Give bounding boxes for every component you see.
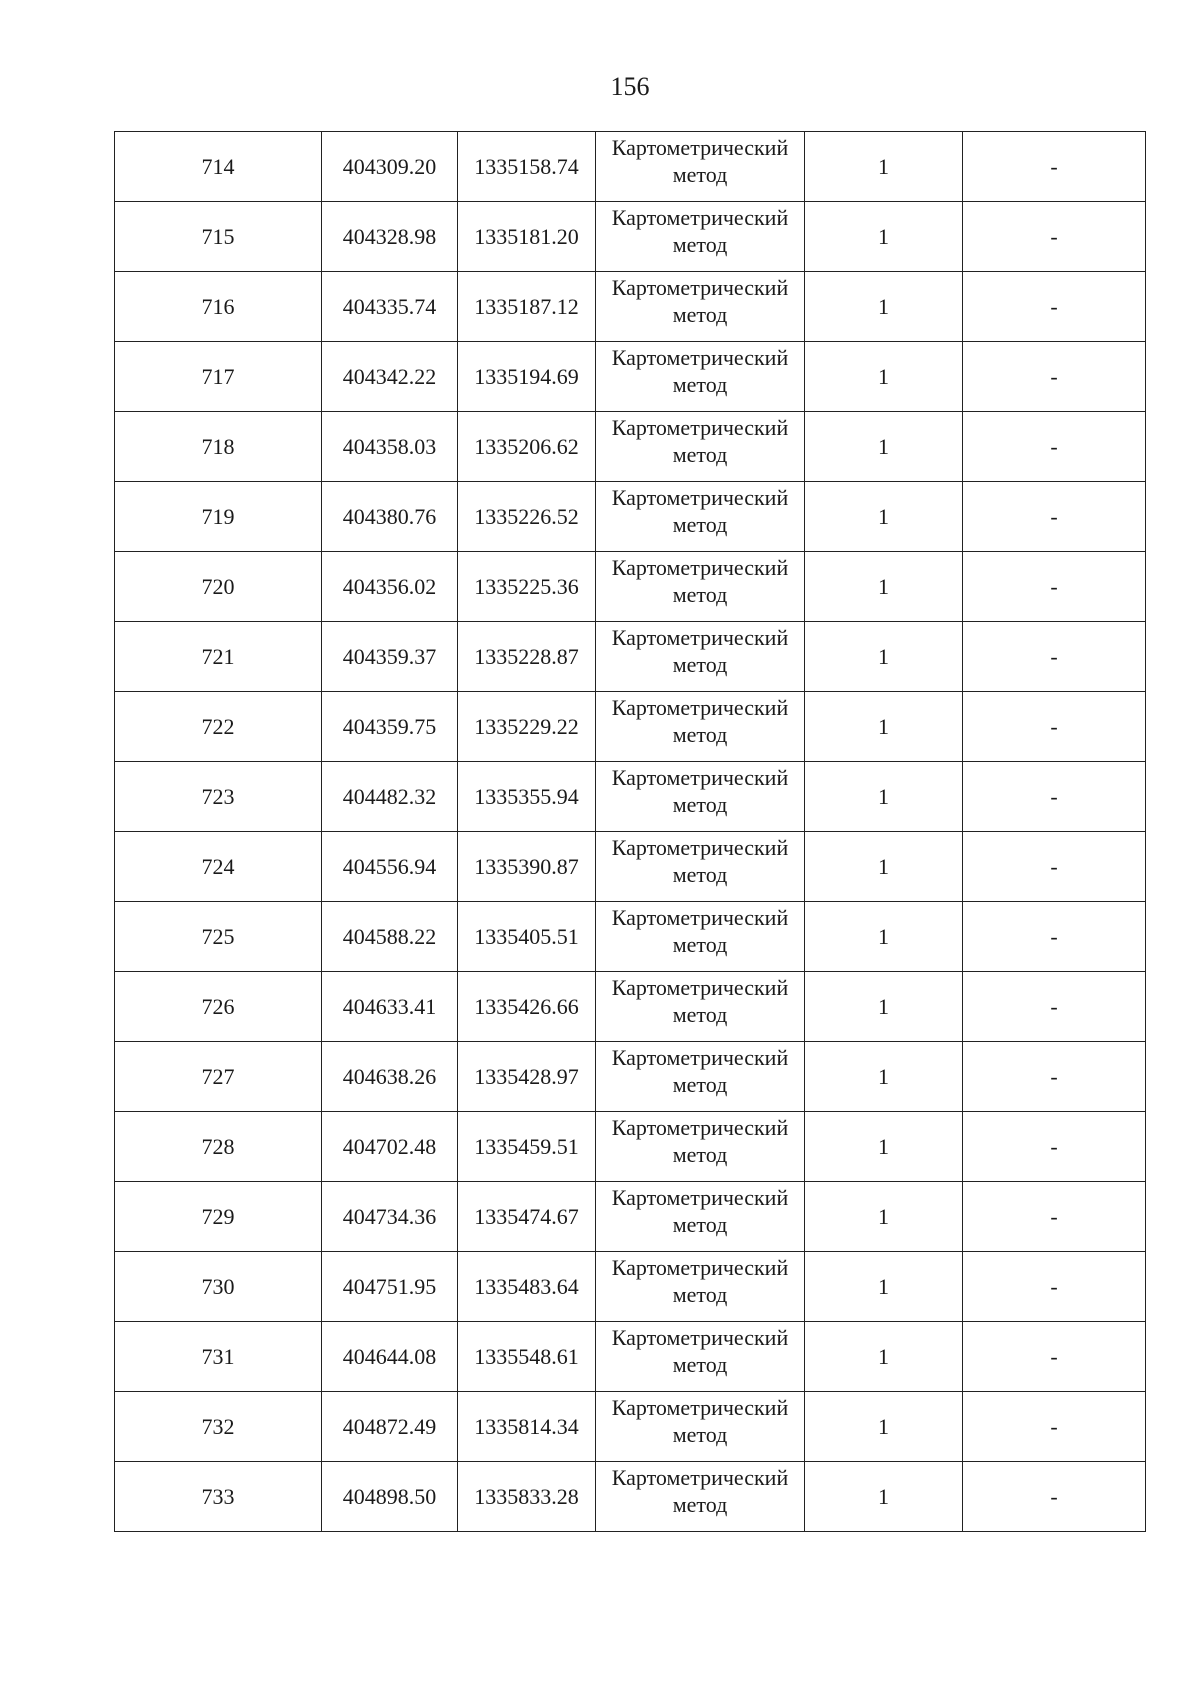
method-label-line2: метод bbox=[672, 792, 728, 817]
method-cell bbox=[596, 762, 805, 832]
y-coordinate-cell: 1335228.87 bbox=[458, 622, 596, 692]
method-cell bbox=[596, 1322, 805, 1392]
method-cell bbox=[596, 902, 805, 972]
table-row bbox=[115, 132, 1146, 202]
accuracy-cell: 1 bbox=[805, 1112, 963, 1182]
accuracy-cell: 1 bbox=[805, 552, 963, 622]
y-coordinate-cell: 1335405.51 bbox=[458, 902, 596, 972]
table-row bbox=[115, 1112, 1146, 1182]
point-number-cell: 727 bbox=[115, 1042, 322, 1112]
note-cell: - bbox=[963, 132, 1146, 202]
y-coordinate-cell: 1335206.62 bbox=[458, 412, 596, 482]
note-cell: - bbox=[963, 202, 1146, 272]
table-row bbox=[115, 202, 1146, 272]
method-label-line2: метод bbox=[672, 1422, 728, 1447]
y-coordinate-cell: 1335459.51 bbox=[458, 1112, 596, 1182]
accuracy-cell: 1 bbox=[805, 1042, 963, 1112]
x-coordinate-cell: 404644.08 bbox=[322, 1322, 458, 1392]
y-coordinate-cell: 1335483.64 bbox=[458, 1252, 596, 1322]
note-cell: - bbox=[963, 1112, 1146, 1182]
y-coordinate-cell: 1335194.69 bbox=[458, 342, 596, 412]
method-label-line1: Картометрический bbox=[611, 975, 789, 1000]
note-cell: - bbox=[963, 1182, 1146, 1252]
note-cell: - bbox=[963, 832, 1146, 902]
x-coordinate-cell: 404356.02 bbox=[322, 552, 458, 622]
method-label-line1: Картометрический bbox=[611, 555, 789, 580]
point-number-cell: 720 bbox=[115, 552, 322, 622]
method-label-line2: метод bbox=[672, 582, 728, 607]
x-coordinate-cell: 404751.95 bbox=[322, 1252, 458, 1322]
x-coordinate-cell: 404482.32 bbox=[322, 762, 458, 832]
table-row bbox=[115, 1322, 1146, 1392]
method-label-line1: Картометрический bbox=[611, 625, 789, 650]
method-label-line2: метод bbox=[672, 1212, 728, 1237]
x-coordinate-cell: 404380.76 bbox=[322, 482, 458, 552]
method-label-line2: метод bbox=[672, 442, 728, 467]
table-row bbox=[115, 762, 1146, 832]
method-label-line2: метод bbox=[672, 1352, 728, 1377]
table-row bbox=[115, 1182, 1146, 1252]
point-number-cell: 723 bbox=[115, 762, 322, 832]
point-number-cell: 725 bbox=[115, 902, 322, 972]
note-cell: - bbox=[963, 272, 1146, 342]
table-row bbox=[115, 412, 1146, 482]
table-row bbox=[115, 1392, 1146, 1462]
table-row bbox=[115, 1462, 1146, 1532]
method-label-line1: Картометрический bbox=[611, 765, 789, 790]
accuracy-cell: 1 bbox=[805, 1252, 963, 1322]
method-cell bbox=[596, 1392, 805, 1462]
table-body bbox=[115, 132, 1146, 1532]
point-number-cell: 715 bbox=[115, 202, 322, 272]
method-cell bbox=[596, 1252, 805, 1322]
table-row bbox=[115, 482, 1146, 552]
x-coordinate-cell: 404633.41 bbox=[322, 972, 458, 1042]
page-number: 156 bbox=[610, 72, 650, 101]
method-cell bbox=[596, 832, 805, 902]
point-number-cell: 714 bbox=[115, 132, 322, 202]
point-number-cell: 721 bbox=[115, 622, 322, 692]
y-coordinate-cell: 1335226.52 bbox=[458, 482, 596, 552]
x-coordinate-cell: 404638.26 bbox=[322, 1042, 458, 1112]
method-label-line1: Картометрический bbox=[611, 1115, 789, 1140]
note-cell: - bbox=[963, 1322, 1146, 1392]
accuracy-cell: 1 bbox=[805, 692, 963, 762]
method-label-line1: Картометрический bbox=[611, 1325, 789, 1350]
point-number-cell: 717 bbox=[115, 342, 322, 412]
method-cell bbox=[596, 1112, 805, 1182]
method-label-line2: метод bbox=[672, 232, 728, 257]
point-number-cell: 732 bbox=[115, 1392, 322, 1462]
method-label-line2: метод bbox=[672, 1072, 728, 1097]
y-coordinate-cell: 1335355.94 bbox=[458, 762, 596, 832]
accuracy-cell: 1 bbox=[805, 482, 963, 552]
note-cell: - bbox=[963, 972, 1146, 1042]
y-coordinate-cell: 1335187.12 bbox=[458, 272, 596, 342]
x-coordinate-cell: 404358.03 bbox=[322, 412, 458, 482]
y-coordinate-cell: 1335426.66 bbox=[458, 972, 596, 1042]
note-cell: - bbox=[963, 1392, 1146, 1462]
method-label-line1: Картометрический bbox=[611, 1185, 789, 1210]
x-coordinate-cell: 404342.22 bbox=[322, 342, 458, 412]
point-number-cell: 724 bbox=[115, 832, 322, 902]
table-row bbox=[115, 692, 1146, 762]
point-number-cell: 722 bbox=[115, 692, 322, 762]
method-cell bbox=[596, 202, 805, 272]
accuracy-cell: 1 bbox=[805, 622, 963, 692]
note-cell: - bbox=[963, 1042, 1146, 1112]
table-row bbox=[115, 622, 1146, 692]
method-cell bbox=[596, 972, 805, 1042]
accuracy-cell: 1 bbox=[805, 342, 963, 412]
table-row bbox=[115, 1252, 1146, 1322]
method-label-line1: Картометрический bbox=[611, 275, 789, 300]
y-coordinate-cell: 1335474.67 bbox=[458, 1182, 596, 1252]
accuracy-cell: 1 bbox=[805, 1392, 963, 1462]
table-row bbox=[115, 902, 1146, 972]
x-coordinate-cell: 404872.49 bbox=[322, 1392, 458, 1462]
y-coordinate-cell: 1335814.34 bbox=[458, 1392, 596, 1462]
accuracy-cell: 1 bbox=[805, 972, 963, 1042]
point-number-cell: 716 bbox=[115, 272, 322, 342]
table-row bbox=[115, 1042, 1146, 1112]
y-coordinate-cell: 1335428.97 bbox=[458, 1042, 596, 1112]
method-label-line1: Картометрический bbox=[611, 135, 789, 160]
note-cell: - bbox=[963, 622, 1146, 692]
point-number-cell: 718 bbox=[115, 412, 322, 482]
accuracy-cell: 1 bbox=[805, 1322, 963, 1392]
note-cell: - bbox=[963, 552, 1146, 622]
method-label-line2: метод bbox=[672, 512, 728, 537]
accuracy-cell: 1 bbox=[805, 1462, 963, 1532]
method-label-line2: метод bbox=[672, 302, 728, 327]
y-coordinate-cell: 1335390.87 bbox=[458, 832, 596, 902]
y-coordinate-cell: 1335181.20 bbox=[458, 202, 596, 272]
x-coordinate-cell: 404702.48 bbox=[322, 1112, 458, 1182]
note-cell: - bbox=[963, 412, 1146, 482]
table-row bbox=[115, 552, 1146, 622]
method-label-line2: метод bbox=[672, 1002, 728, 1027]
accuracy-cell: 1 bbox=[805, 1182, 963, 1252]
method-cell bbox=[596, 1462, 805, 1532]
y-coordinate-cell: 1335158.74 bbox=[458, 132, 596, 202]
y-coordinate-cell: 1335833.28 bbox=[458, 1462, 596, 1532]
method-label-line1: Картометрический bbox=[611, 345, 789, 370]
note-cell: - bbox=[963, 762, 1146, 832]
note-cell: - bbox=[963, 692, 1146, 762]
point-number-cell: 733 bbox=[115, 1462, 322, 1532]
method-label-line1: Картометрический bbox=[611, 1045, 789, 1070]
table-row bbox=[115, 832, 1146, 902]
x-coordinate-cell: 404328.98 bbox=[322, 202, 458, 272]
x-coordinate-cell: 404898.50 bbox=[322, 1462, 458, 1532]
x-coordinate-cell: 404359.37 bbox=[322, 622, 458, 692]
method-label-line1: Картометрический bbox=[611, 1395, 789, 1420]
point-number-cell: 726 bbox=[115, 972, 322, 1042]
method-label-line2: метод bbox=[672, 652, 728, 677]
x-coordinate-cell: 404359.75 bbox=[322, 692, 458, 762]
method-cell bbox=[596, 552, 805, 622]
method-label-line2: метод bbox=[672, 862, 728, 887]
point-number-cell: 731 bbox=[115, 1322, 322, 1392]
method-cell bbox=[596, 132, 805, 202]
note-cell: - bbox=[963, 342, 1146, 412]
accuracy-cell: 1 bbox=[805, 832, 963, 902]
method-label-line2: метод bbox=[672, 1492, 728, 1517]
method-cell bbox=[596, 692, 805, 762]
method-label-line2: метод bbox=[672, 1142, 728, 1167]
method-cell bbox=[596, 342, 805, 412]
x-coordinate-cell: 404309.20 bbox=[322, 132, 458, 202]
method-label-line1: Картометрический bbox=[611, 695, 789, 720]
accuracy-cell: 1 bbox=[805, 902, 963, 972]
method-label-line1: Картометрический bbox=[611, 205, 789, 230]
y-coordinate-cell: 1335548.61 bbox=[458, 1322, 596, 1392]
method-label-line1: Картометрический bbox=[611, 905, 789, 930]
method-cell bbox=[596, 1042, 805, 1112]
x-coordinate-cell: 404588.22 bbox=[322, 902, 458, 972]
note-cell: - bbox=[963, 1252, 1146, 1322]
method-label-line2: метод bbox=[672, 162, 728, 187]
method-label-line2: метод bbox=[672, 722, 728, 747]
note-cell: - bbox=[963, 1462, 1146, 1532]
table-row bbox=[115, 342, 1146, 412]
note-cell: - bbox=[963, 902, 1146, 972]
method-label-line1: Картометрический bbox=[611, 835, 789, 860]
accuracy-cell: 1 bbox=[805, 412, 963, 482]
method-label-line1: Картометрический bbox=[611, 415, 789, 440]
method-label-line1: Картометрический bbox=[611, 1465, 789, 1490]
accuracy-cell: 1 bbox=[805, 132, 963, 202]
accuracy-cell: 1 bbox=[805, 762, 963, 832]
x-coordinate-cell: 404335.74 bbox=[322, 272, 458, 342]
x-coordinate-cell: 404556.94 bbox=[322, 832, 458, 902]
point-number-cell: 729 bbox=[115, 1182, 322, 1252]
point-number-cell: 719 bbox=[115, 482, 322, 552]
y-coordinate-cell: 1335225.36 bbox=[458, 552, 596, 622]
point-number-cell: 730 bbox=[115, 1252, 322, 1322]
method-cell bbox=[596, 1182, 805, 1252]
method-cell bbox=[596, 482, 805, 552]
method-label-line2: метод bbox=[672, 372, 728, 397]
coordinates-table bbox=[114, 131, 1146, 1532]
method-label-line2: метод bbox=[672, 932, 728, 957]
accuracy-cell: 1 bbox=[805, 272, 963, 342]
method-cell bbox=[596, 622, 805, 692]
method-label-line2: метод bbox=[672, 1282, 728, 1307]
y-coordinate-cell: 1335229.22 bbox=[458, 692, 596, 762]
method-label-line1: Картометрический bbox=[611, 485, 789, 510]
point-number-cell: 728 bbox=[115, 1112, 322, 1182]
method-cell bbox=[596, 412, 805, 482]
table-row bbox=[115, 972, 1146, 1042]
x-coordinate-cell: 404734.36 bbox=[322, 1182, 458, 1252]
note-cell: - bbox=[963, 482, 1146, 552]
accuracy-cell: 1 bbox=[805, 202, 963, 272]
table-row bbox=[115, 272, 1146, 342]
method-label-line1: Картометрический bbox=[611, 1255, 789, 1280]
method-cell bbox=[596, 272, 805, 342]
